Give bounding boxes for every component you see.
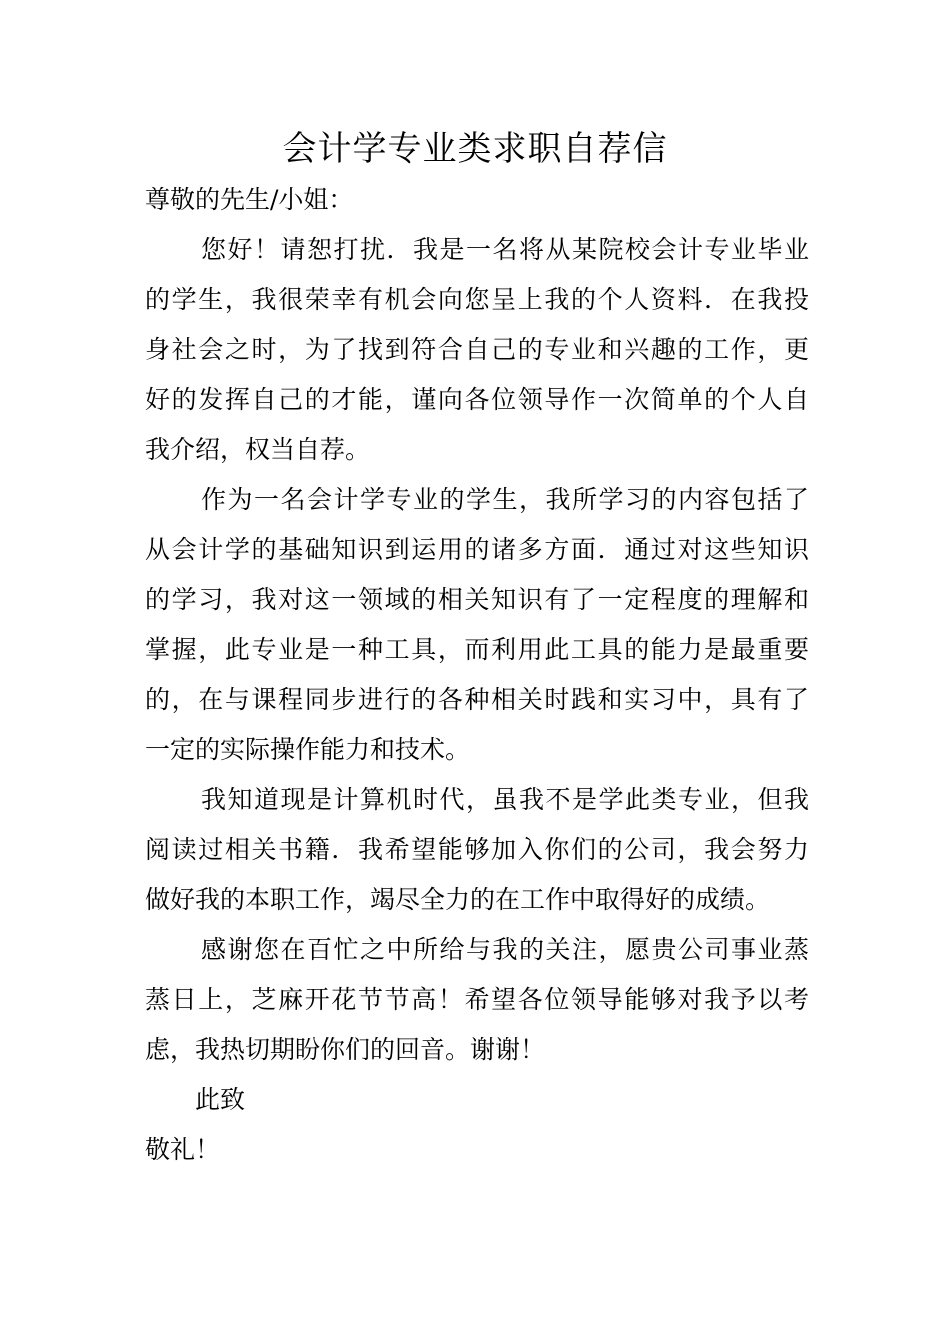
paragraph-line: 掌握，此专业是一种工具，而利用此工具的能力是最重要 [145, 635, 809, 664]
closing-text: 此致 [195, 1085, 246, 1114]
letter-body [145, 175, 809, 1175]
paragraph-line: 蒸日上，芝麻开花节节高！希望各位领导能够对我予以考 [145, 985, 809, 1014]
paragraph-line: 作为一名会计学专业的学生，我所学习的内容包括了 [201, 485, 809, 514]
paragraph-1 [145, 225, 809, 475]
paragraph-line: 一定的实际操作能力和技术。 [145, 735, 471, 764]
regards-text: 敬礼！ [145, 1135, 221, 1164]
document-title: 会计学专业类求职自荐信 [282, 129, 668, 169]
paragraph-2 [145, 475, 809, 775]
paragraph-line: 的学习，我对这一领域的相关知识有了一定程度的理解和 [145, 585, 809, 614]
paragraph-line: 您好！请恕打扰．我是一名将从某院校会计专业毕业 [201, 235, 809, 264]
paragraph-line: 阅读过相关书籍．我希望能够加入你们的公司，我会努力 [145, 835, 809, 864]
paragraph-line: 我知道现是计算机时代，虽我不是学此类专业，但我 [201, 785, 809, 814]
paragraph-line: 虑，我热切期盼你们的回音。谢谢！ [145, 1035, 546, 1064]
paragraph-3 [145, 775, 809, 925]
paragraph-line: 我介绍，权当自荐。 [145, 435, 371, 464]
paragraph-line: 做好我的本职工作，竭尽全力的在工作中取得好的成绩。 [145, 885, 771, 914]
paragraph-line: 从会计学的基础知识到运用的诸多方面．通过对这些知识 [145, 535, 809, 564]
paragraph-line: 好的发挥自己的才能，谨向各位领导作一次简单的个人自 [145, 385, 809, 414]
paragraph-line: 的，在与课程同步进行的各种相关时践和实习中，具有了 [145, 685, 809, 714]
salutation: 尊敬的先生/小姐： [145, 185, 354, 214]
paragraph-line: 感谢您在百忙之中所给与我的关注，愿贵公司事业蒸 [201, 935, 809, 964]
paragraph-4 [145, 925, 809, 1075]
paragraph-line: 的学生，我很荣幸有机会向您呈上我的个人资料．在我投 [145, 285, 809, 314]
paragraph-line: 身社会之时，为了找到符合自己的专业和兴趣的工作，更 [145, 335, 809, 364]
